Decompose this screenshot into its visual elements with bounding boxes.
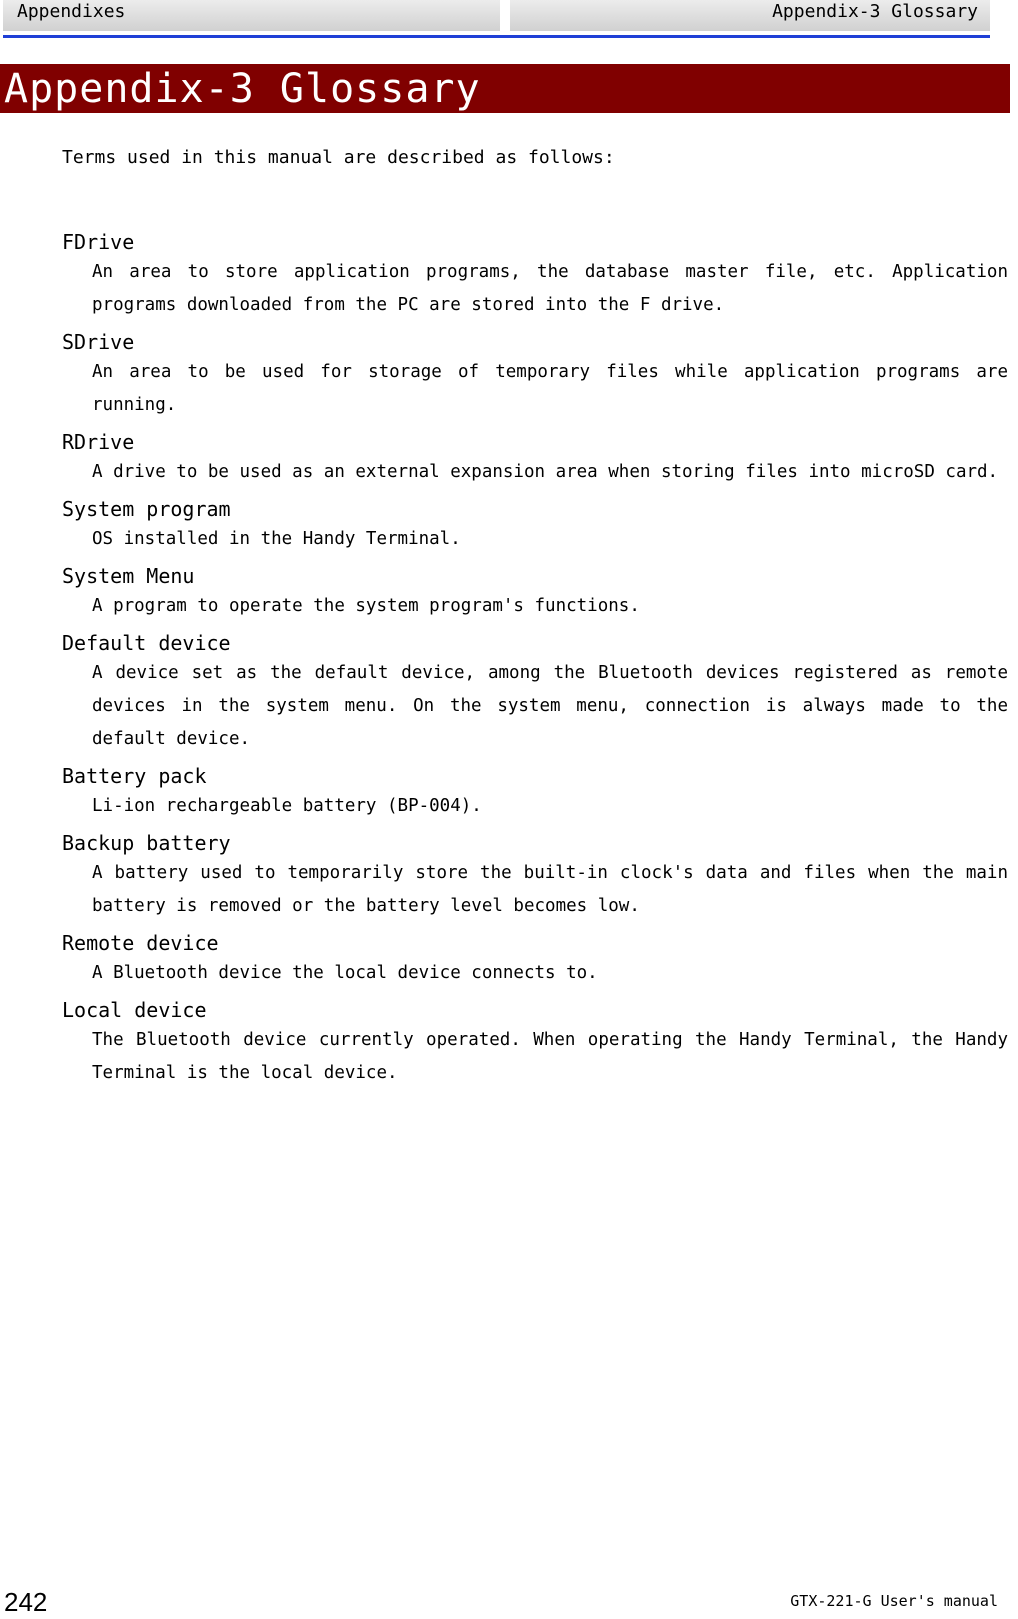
header-chapter-label: Appendix-3 Glossary	[772, 1, 978, 22]
header-left-tab	[3, 0, 500, 33]
glossary-term: System program	[62, 497, 231, 521]
glossary-term: Remote device	[62, 931, 219, 955]
page-number: 242	[4, 1587, 48, 1617]
glossary-term: RDrive	[62, 430, 135, 454]
glossary-term: SDrive	[62, 330, 135, 354]
glossary-entry-fdrive	[62, 230, 1008, 322]
glossary-definition: A battery used to temporarily store the built-in clock's data and files when the main battery is removed or the battery level becomes low.	[92, 863, 1008, 916]
glossary-term: System Menu	[62, 564, 195, 588]
glossary-definition: A Bluetooth device the local device connects to.	[92, 963, 598, 983]
glossary-definition: Li-ion rechargeable battery (BP-004).	[92, 796, 482, 816]
page-title: Appendix-3 Glossary	[4, 66, 481, 112]
glossary-term: Battery pack	[62, 764, 207, 788]
glossary-term: Default device	[62, 631, 231, 655]
intro-text: Terms used in this manual are described as follows:	[62, 147, 615, 168]
glossary-definition: The Bluetooth device currently operated. When operating the Handy Terminal, the Handy Terminal is the local device.	[92, 1030, 1008, 1083]
glossary-definition: A device set as the default device, among the Bluetooth devices registered as remote devices in the system menu. On the system menu, connection is always made to the default device.	[92, 663, 1008, 749]
glossary-definition: An area to store application programs, the database master file, etc. Application programs downloaded from the PC are stored into the F drive.	[92, 262, 1008, 315]
glossary-definition: A program to operate the system program's functions.	[92, 596, 640, 616]
glossary-list	[62, 230, 1008, 1098]
glossary-entry-default-device	[62, 631, 1008, 756]
glossary-entry-system-menu	[62, 564, 1008, 623]
title-banner	[0, 64, 1010, 113]
glossary-term: Backup battery	[62, 831, 231, 855]
header-right-tab	[510, 0, 990, 33]
glossary-entry-rdrive	[62, 430, 1008, 489]
page-header	[0, 0, 990, 36]
glossary-entry-local-device	[62, 998, 1008, 1090]
glossary-definition: OS installed in the Handy Terminal.	[92, 529, 461, 549]
glossary-term: FDrive	[62, 230, 135, 254]
glossary-entry-battery-pack	[62, 764, 1008, 823]
glossary-definition: An area to be used for storage of temporary files while application programs are running.	[92, 362, 1008, 415]
header-divider	[3, 35, 990, 38]
glossary-entry-remote-device	[62, 931, 1008, 990]
header-section-label: Appendixes	[17, 1, 126, 22]
glossary-entry-system-program	[62, 497, 1008, 556]
glossary-definition: A drive to be used as an external expansion area when storing files into microSD card.	[92, 462, 999, 482]
glossary-entry-sdrive	[62, 330, 1008, 422]
manual-name: GTX-221-G User's manual	[790, 1592, 998, 1610]
glossary-term: Local device	[62, 998, 207, 1022]
glossary-entry-backup-battery	[62, 831, 1008, 923]
